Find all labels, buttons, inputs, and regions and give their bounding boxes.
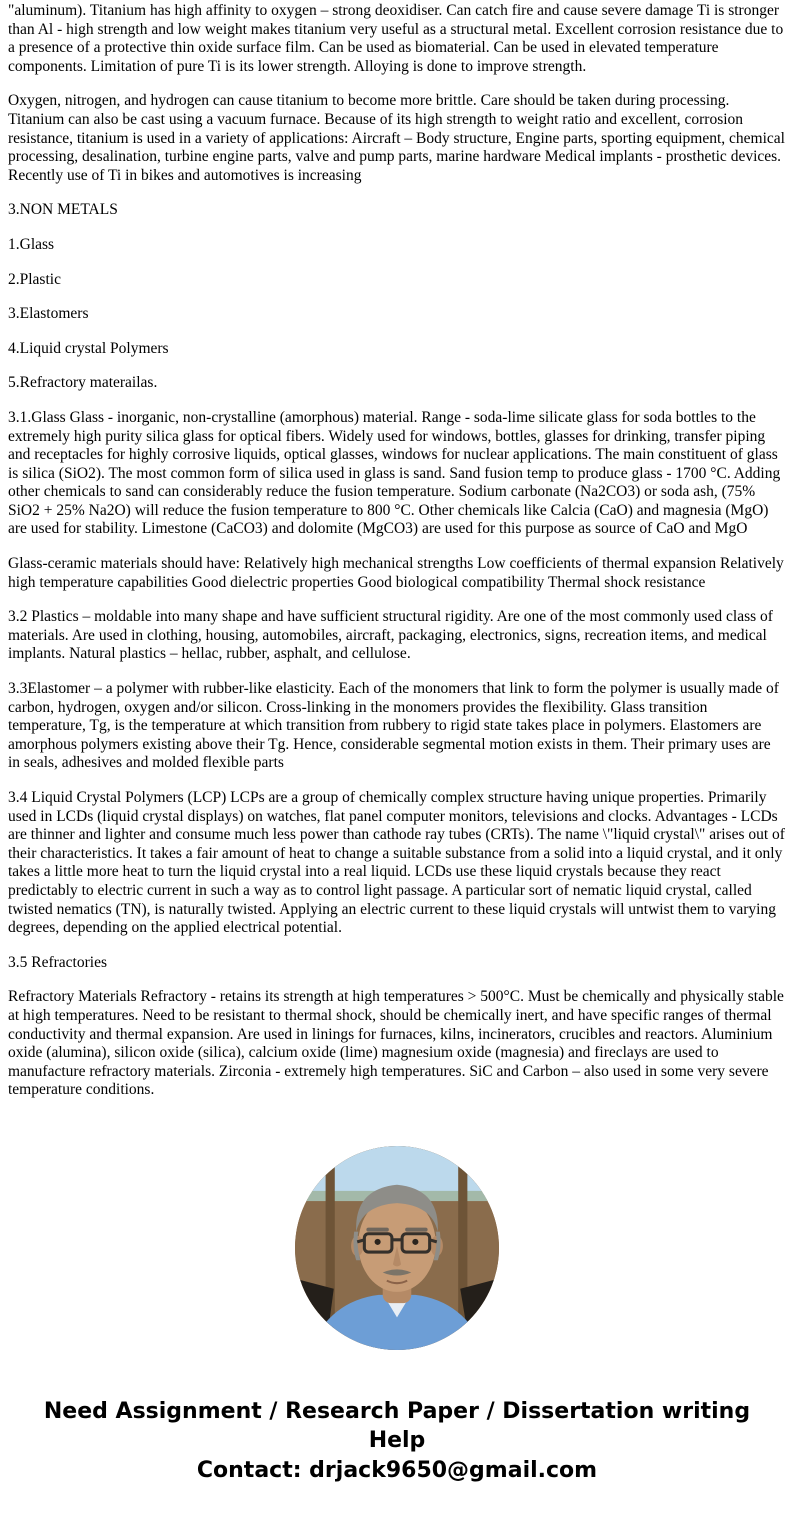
- paragraph-glass-ceramic: Glass-ceramic materials should have: Relatively high mechanical strengths Low coefficients of thermal expansion Relatively high temperature capabilities Good dielectric properties Good biological compatibility Thermal shock resistance: [8, 555, 784, 591]
- instructor-portrait-illustration: [295, 1146, 499, 1350]
- paragraph-lcp-section: 3.4 Liquid Crystal Polymers (LCP) LCPs are a group of chemically complex structure having unique properties. Primarily used in LCDs (liquid crystal displays) on watches, flat panel computer monitors, televisions and clocks. Advantages - LCDs are thinner and lighter and consume much less power than cathode ray tubes (CRTs). The name \"liquid crystal\" arises out of their characteristics. It takes a fair amount of heat to change a suitable substance from a solid into a liquid crystal, and it only takes a little more heat to turn the liquid crystal into a real liquid. LCDs use these liquid crystals because they react predictably to electric current in such a way as to control light passage. A particular sort of nematic liquid crystal, called twisted nematics (TN), is naturally twisted. Applying an electric current to these liquid crystals will untwist them to varying degrees, depending on the applied electrical potential.: [8, 789, 785, 937]
- paragraph-titanium-properties: "aluminum). Titanium has high affinity to oxygen – strong deoxidiser. Can catch fire and cause severe damage Ti is stronger than Al - high strength and low weight makes titanium very useful as a structural metal. Excellent corrosion resistance due to a presence of a protective thin oxide surface film. Can be used as biomaterial. Can be used in elevated temperature components. Limitation of pure Ti is its lower strength. Alloying is done to improve strength.: [8, 2, 784, 75]
- paragraph-plastics-section: 3.2 Plastics – moldable into many shape and have sufficient structural rigidity. Are one of the most commonly used class of materials. Are used in clothing, housing, automobiles, aircraft, packaging, electronics, signs, recreation items, and medical implants. Natural plastics – hellac, rubber, asphalt, and cellulose.: [8, 608, 773, 663]
- paragraph-elastomer-section: 3.3Elastomer – a polymer with rubber-like elasticity. Each of the monomers that link to form the polymer is usually made of carbon, hydrogen, oxygen and/or silicon. Cross-linking in the monomers provides the flexibility. Glass transition temperature, Tg, is the temperature at which transition from rubbery to rigid state takes place in polymers. Elastomers are amorphous polymers existing above their Tg. Hence, considerable segmental motion exists in them. Their primary uses are in seals, adhesives and molded flexible parts: [8, 680, 779, 772]
- list-item-refractory-materials: 5.Refractory materailas.: [8, 374, 158, 392]
- footer-help-text: Need Assignment / Research Paper / Dissertation writing Help: [43, 1398, 751, 1453]
- footer-banner: [35, 1398, 759, 1486]
- list-item-glass: 1.Glass: [8, 235, 55, 253]
- instructor-avatar-photo: [295, 1146, 499, 1350]
- list-item-elastomers: 3.Elastomers: [8, 305, 89, 323]
- list-item-plastic: 2.Plastic: [8, 270, 61, 288]
- paragraph-refractory-materials: Refractory Materials Refractory - retains its strength at high temperatures > 500°C. Must be chemically and physically stable at high temperatures. Need to be resistant to thermal shock, should be chemically inert, and have specific ranges of thermal conductivity and thermal expansion. Are used in linings for furnaces, kilns, incinerators, crucibles and reactors. Aluminium oxide (alumina), silicon oxide (silica), calcium oxide (lime) magnesium oxide (magnesia) and fireclays are used to manufacture refractory materials. Zirconia - extremely high temperatures. SiC and Carbon – also used in some very severe temperature conditions.: [8, 988, 784, 1099]
- paragraph-titanium-applications: Oxygen, nitrogen, and hydrogen can cause titanium to become more brittle. Care should be taken during processing. Titanium can also be cast using a vacuum furnace. Because of its high strength to weight ratio and excellent, corrosion resistance, titanium is used in a variety of applications: Aircraft – Body structure, Engine parts, sporting equipment, chemical processing, desalination, turbine engine parts, valve and pump parts, marine hardware Medical implants - prosthetic devices. Recently use of Ti in bikes and automotives is increasing: [8, 92, 785, 184]
- paragraph-glass-section: 3.1.Glass Glass - inorganic, non-crystalline (amorphous) material. Range - soda-lime silicate glass for soda bottles to the extremely high purity silica glass for optical fibers. Widely used for windows, bottles, glasses for drinking, transfer piping and receptacles for highly corrosive liquids, optical glasses, windows for nuclear applications. The main constituent of glass is silica (SiO2). The most common form of silica used in glass is sand. Sand fusion temp to produce glass - 1700 °C. Adding other chemicals to sand can considerably reduce the fusion temperature. Sodium carbonate (Na2CO3) or soda ash, (75% SiO2 + 25% Na2O) will reduce the fusion temperature to 800 °C. Other chemicals like Calcia (CaO) and magnesia (MgO) are used for stability. Limestone (CaCO3) and dolomite (MgCO3) are used for this purpose as source of CaO and MgO: [8, 408, 781, 538]
- list-item-liquid-crystal-polymers: 4.Liquid crystal Polymers: [8, 339, 169, 357]
- heading-non-metals: 3.NON METALS: [8, 201, 118, 219]
- avatar-container: [8, 1146, 786, 1350]
- footer-contact-email: Contact: drjack9650@gmail.com: [196, 1458, 598, 1484]
- heading-refractories: 3.5 Refractories: [8, 953, 107, 971]
